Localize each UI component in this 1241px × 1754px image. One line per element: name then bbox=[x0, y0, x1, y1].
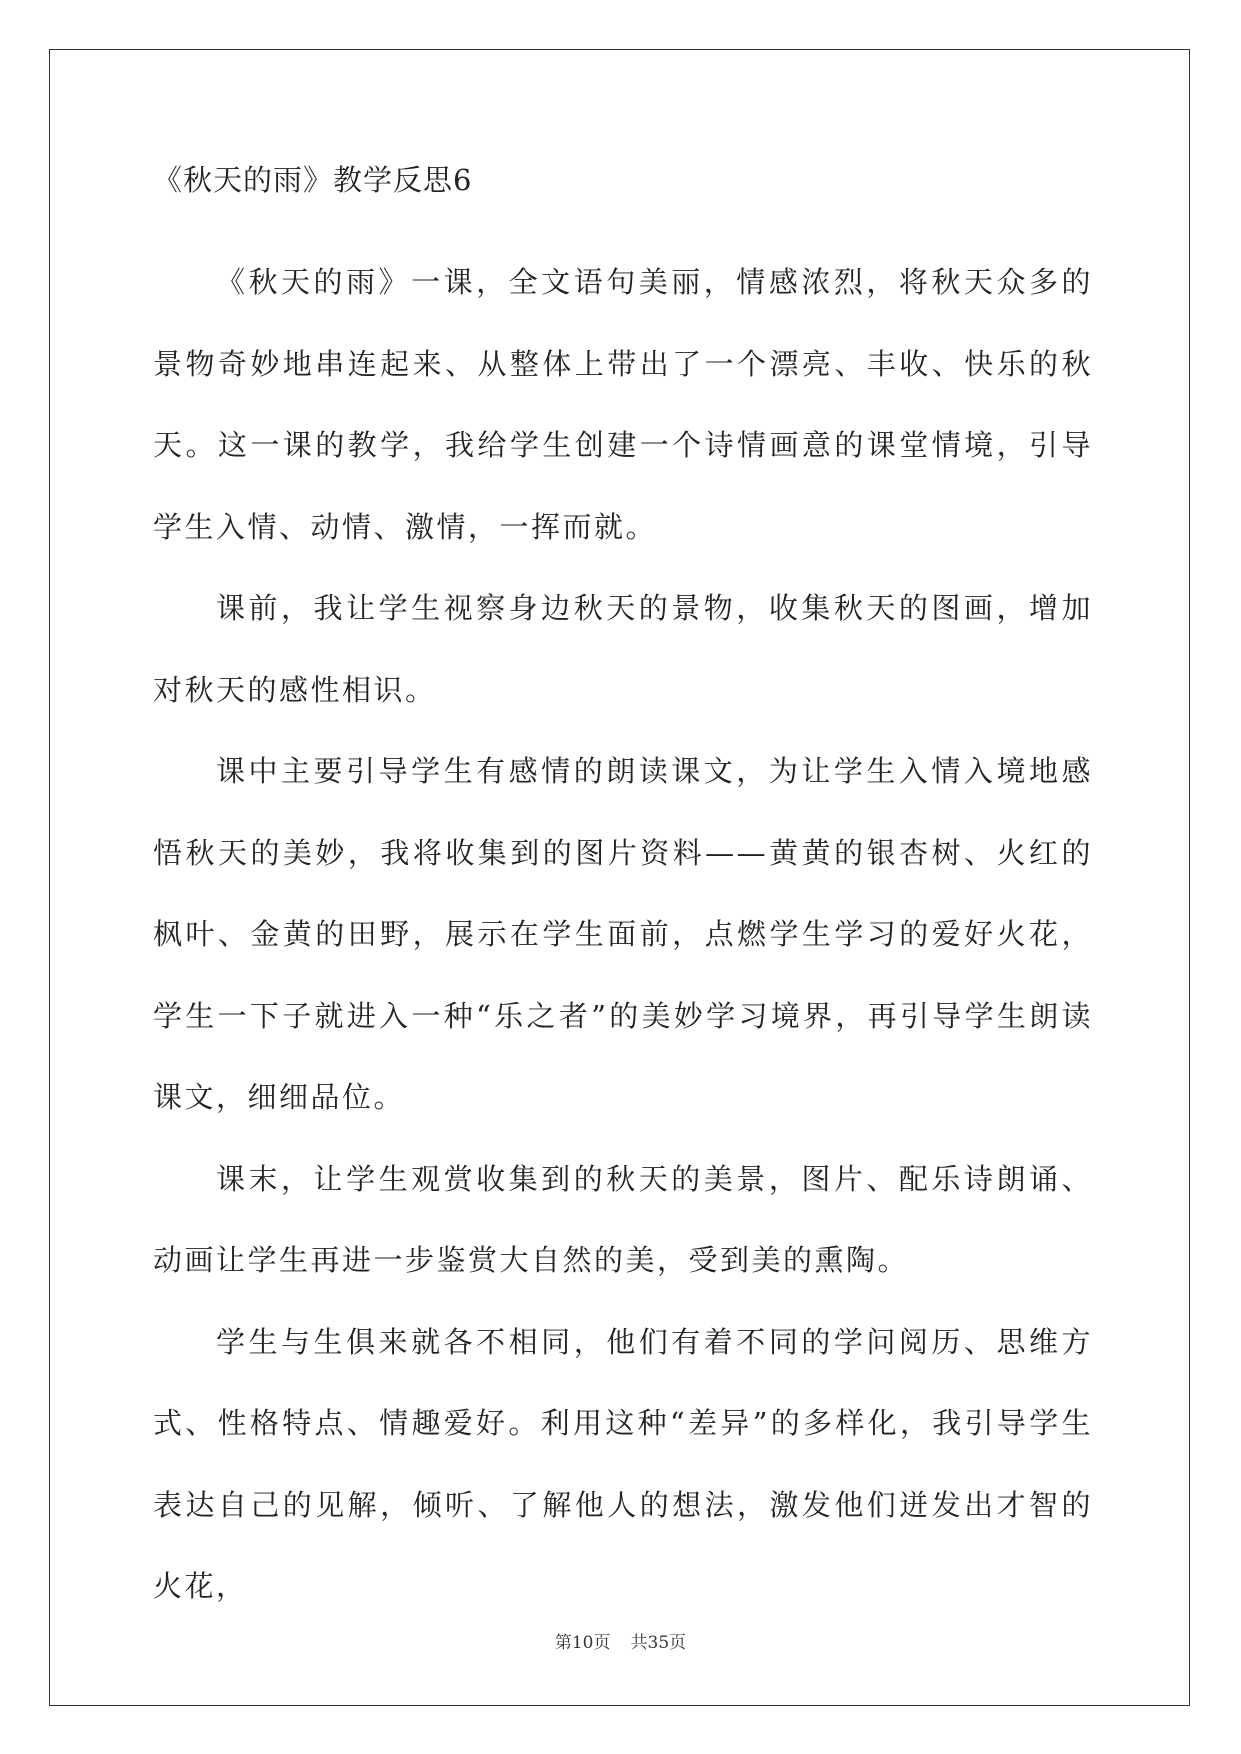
document-title: 《秋天的雨》教学反思6 bbox=[153, 163, 473, 197]
paragraph-end-class: 课末，让学生观赏收集到的秋天的美景，图片、配乐诗朗诵、动画让学生再进一步鉴赏大自然的美，受到美的熏陶。 bbox=[153, 1161, 1093, 1277]
paragraph-before-class: 课前，我让学生视察身边秋天的景物，收集秋天的图画，增加对秋天的感性相识。 bbox=[153, 591, 1093, 707]
page-total: 共35页 bbox=[630, 1633, 687, 1653]
document-body bbox=[153, 160, 1093, 1628]
paragraph-differences: 学生与生俱来就各不相同，他们有着不同的学问阅历、思维方式、性格特点、情趣爱好。利用这种“差异”的多样化，我引导学生表达自己的见解，倾听、了解他人的想法，激发他们迸发出才智的火花， bbox=[153, 1324, 1093, 1603]
paragraph-in-class: 课中主要引导学生有感情的朗读课文，为让学生入情入境地感悟秋天的美妙，我将收集到的图片资料——黄黄的银杏树、火红的枫叶、金黄的田野，展示在学生面前，点燃学生学习的爱好火花，学生一下子就进入一种“乐之者”的美妙学习境界，再引导学生朗读课文，细细品位。 bbox=[153, 754, 1093, 1114]
page-number: 第10页 bbox=[554, 1633, 611, 1653]
page-footer bbox=[0, 1631, 1241, 1655]
paragraph-intro: 《秋天的雨》一课，全文语句美丽，情感浓烈，将秋天众多的景物奇妙地串连起来、从整体上带出了一个漂亮、丰收、快乐的秋天。这一课的教学，我给学生创建一个诗情画意的课堂情境，引导学生入情、动情、激情，一挥而就。 bbox=[153, 265, 1093, 544]
